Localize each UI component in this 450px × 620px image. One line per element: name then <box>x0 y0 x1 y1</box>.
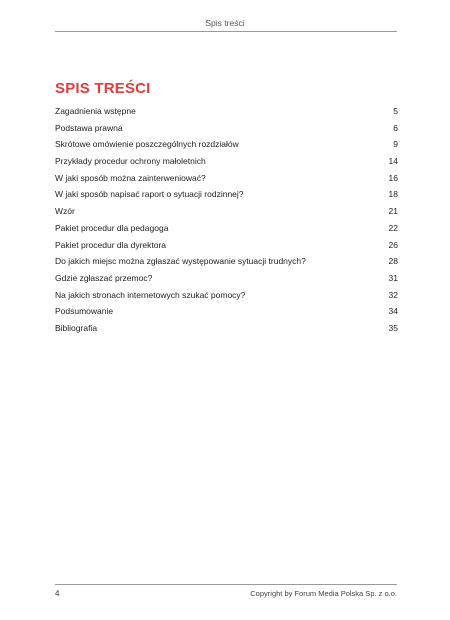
toc-entry-title: Wzór <box>55 206 75 217</box>
toc-entry[interactable] <box>55 106 398 123</box>
toc-entry-title: Pakiet procedur dla pedagoga <box>55 222 169 233</box>
toc-entry-title: W jaki sposób napisać raport o sytuacji rodzinnej? <box>55 189 244 200</box>
toc-entry-title: Skrótowe omówienie poszczególnych rozdziałów <box>55 139 239 150</box>
toc-entry-page-number: 5 <box>393 106 398 116</box>
toc-entry-title: Zagadnienia wstępne <box>55 106 136 116</box>
copyright-notice: Copyright by Forum Media Polska Sp. z o.o. <box>250 589 397 598</box>
toc-entry-title: Do jakich miejsc można zgłaszać występowanie sytuacji trudnych? <box>55 256 306 267</box>
toc-entry-title: Podsumowanie <box>55 306 114 317</box>
toc-entry[interactable] <box>55 273 398 290</box>
toc-entry-title: W jaki sposób można zainterweniować? <box>55 172 206 183</box>
toc-entry-page-number: 34 <box>388 306 398 317</box>
toc-entry-page-number: 14 <box>388 156 398 167</box>
toc-entry[interactable] <box>55 156 398 173</box>
toc-heading: SPIS TREŚCI <box>55 80 151 97</box>
toc-entry[interactable] <box>55 139 398 156</box>
toc-entry[interactable] <box>55 240 398 257</box>
toc-entry[interactable] <box>55 256 398 273</box>
toc-entry[interactable] <box>55 323 398 340</box>
footer-divider <box>55 584 397 585</box>
toc-entry[interactable] <box>55 189 398 206</box>
toc-entry[interactable] <box>55 206 398 223</box>
toc-entry-page-number: 32 <box>388 289 398 300</box>
toc-entry-page-number: 16 <box>388 172 398 183</box>
toc-entry-page-number: 21 <box>388 206 398 217</box>
toc-entry-title: Pakiet procedur dla dyrektora <box>55 239 167 250</box>
toc-entry-title: Bibliografia <box>55 322 98 333</box>
toc-entry[interactable] <box>55 223 398 240</box>
toc-entry-title: Gdzie zgłaszać przemoc? <box>55 272 153 283</box>
header-divider <box>55 31 397 32</box>
toc-entry[interactable] <box>55 173 398 190</box>
toc-entry[interactable] <box>55 290 398 307</box>
page-number: 4 <box>55 589 60 598</box>
toc-entry-title: Przykłady procedur ochrony małoletnich <box>55 156 206 167</box>
toc-entry-page-number: 9 <box>393 139 398 150</box>
toc-entry-title: Na jakich stronach internetowych szukać pomocy? <box>55 289 246 300</box>
toc-entry-page-number: 18 <box>388 189 398 200</box>
toc-list <box>55 106 398 340</box>
toc-entry[interactable] <box>55 306 398 323</box>
toc-entry-page-number: 22 <box>388 222 398 233</box>
toc-entry-page-number: 6 <box>393 122 398 133</box>
toc-entry-title: Podstawa prawna <box>55 122 123 133</box>
running-header: Spis treści <box>205 18 245 28</box>
toc-entry-page-number: 28 <box>388 256 398 267</box>
toc-entry-page-number: 31 <box>388 272 398 283</box>
toc-entry-page-number: 35 <box>388 322 398 333</box>
toc-entry-page-number: 26 <box>388 239 398 250</box>
toc-entry[interactable] <box>55 123 398 140</box>
